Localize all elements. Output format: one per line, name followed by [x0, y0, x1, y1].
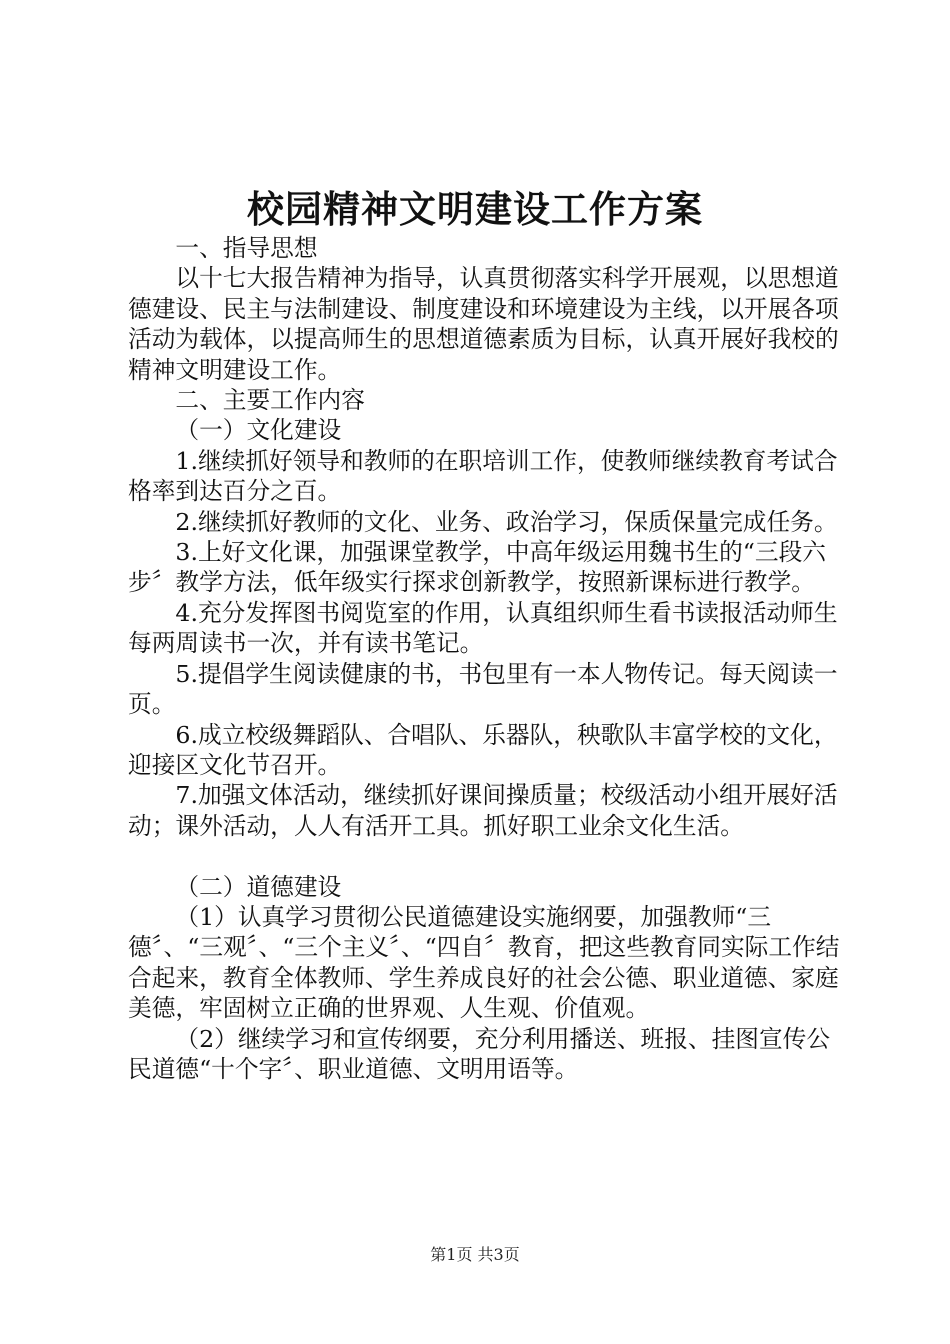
subsection-heading-culture: （一）文化建设	[175, 416, 342, 445]
section-heading-main-content: 二、主要工作内容	[175, 386, 365, 415]
section-heading-guiding-thought: 一、指导思想	[175, 234, 318, 262]
list-item-culture-4: 4.充分发挥图书阅览室的作用，认真组织师生看书读报活动师生每两周读书一次，并有读书笔记。	[128, 598, 838, 658]
list-item-morality-1: （1）认真学习贯彻公民道德建设实施纲要，加强教师“三德〞、“三观〞、“三个主义〞、“四自〞教育，把这些教育同实际工作结合起来，教育全体教师、学生养成良好的社会公德、职业道德、家庭美德，牢固树立正确的世界观、人生观、价值观。	[128, 902, 840, 1023]
paragraph-guiding-thought: 以十七大报告精神为指导，认真贯彻落实科学开展观，以思想道德建设、民主与法制建设、制度建设和环境建设为主线，以开展各项活动为载体，以提高师生的思想道德素质为目标，认真开展好我校的精神文明建设工作。	[128, 264, 839, 384]
document-title: 校园精神文明建设工作方案	[247, 187, 703, 231]
list-item-culture-7: 7.加强文体活动，继续抓好课间操质量；校级活动小组开展好活动；课外活动，人人有活开工具。抓好职工业余文化生活。	[128, 781, 838, 840]
document-body	[128, 233, 840, 1084]
list-item-culture-5: 5.提倡学生阅读健康的书，书包里有一本人物传记。每天阅读一页。	[128, 659, 838, 719]
list-item-culture-1: 1.继续抓好领导和教师的在职培训工作，使教师继续教育考试合格率到达百分之百。	[128, 446, 838, 506]
paragraph-gap	[128, 841, 840, 871]
list-item-culture-3: 3.上好文化课，加强课堂教学，中高年级运用魏书生的“三段六步〞教学方法，低年级实行探求创新教学，按照新课标进行教学。	[128, 538, 826, 597]
subsection-heading-morality: （二）道德建设	[175, 872, 342, 901]
page-footer: 第1页 共3页	[430, 1245, 520, 1264]
list-item-culture-6: 6.成立校级舞蹈队、合唱队、乐器队，秧歌队丰富学校的文化，迎接区文化节召开。	[128, 720, 838, 779]
list-item-morality-2: （2）继续学习和宣传纲要，充分利用播送、班报、挂图宣传公民道德“十个字〞、职业道德、文明用语等。	[128, 1024, 831, 1083]
list-item-culture-2: 2.继续抓好教师的文化、业务、政治学习，保质保量完成任务。	[175, 507, 838, 536]
